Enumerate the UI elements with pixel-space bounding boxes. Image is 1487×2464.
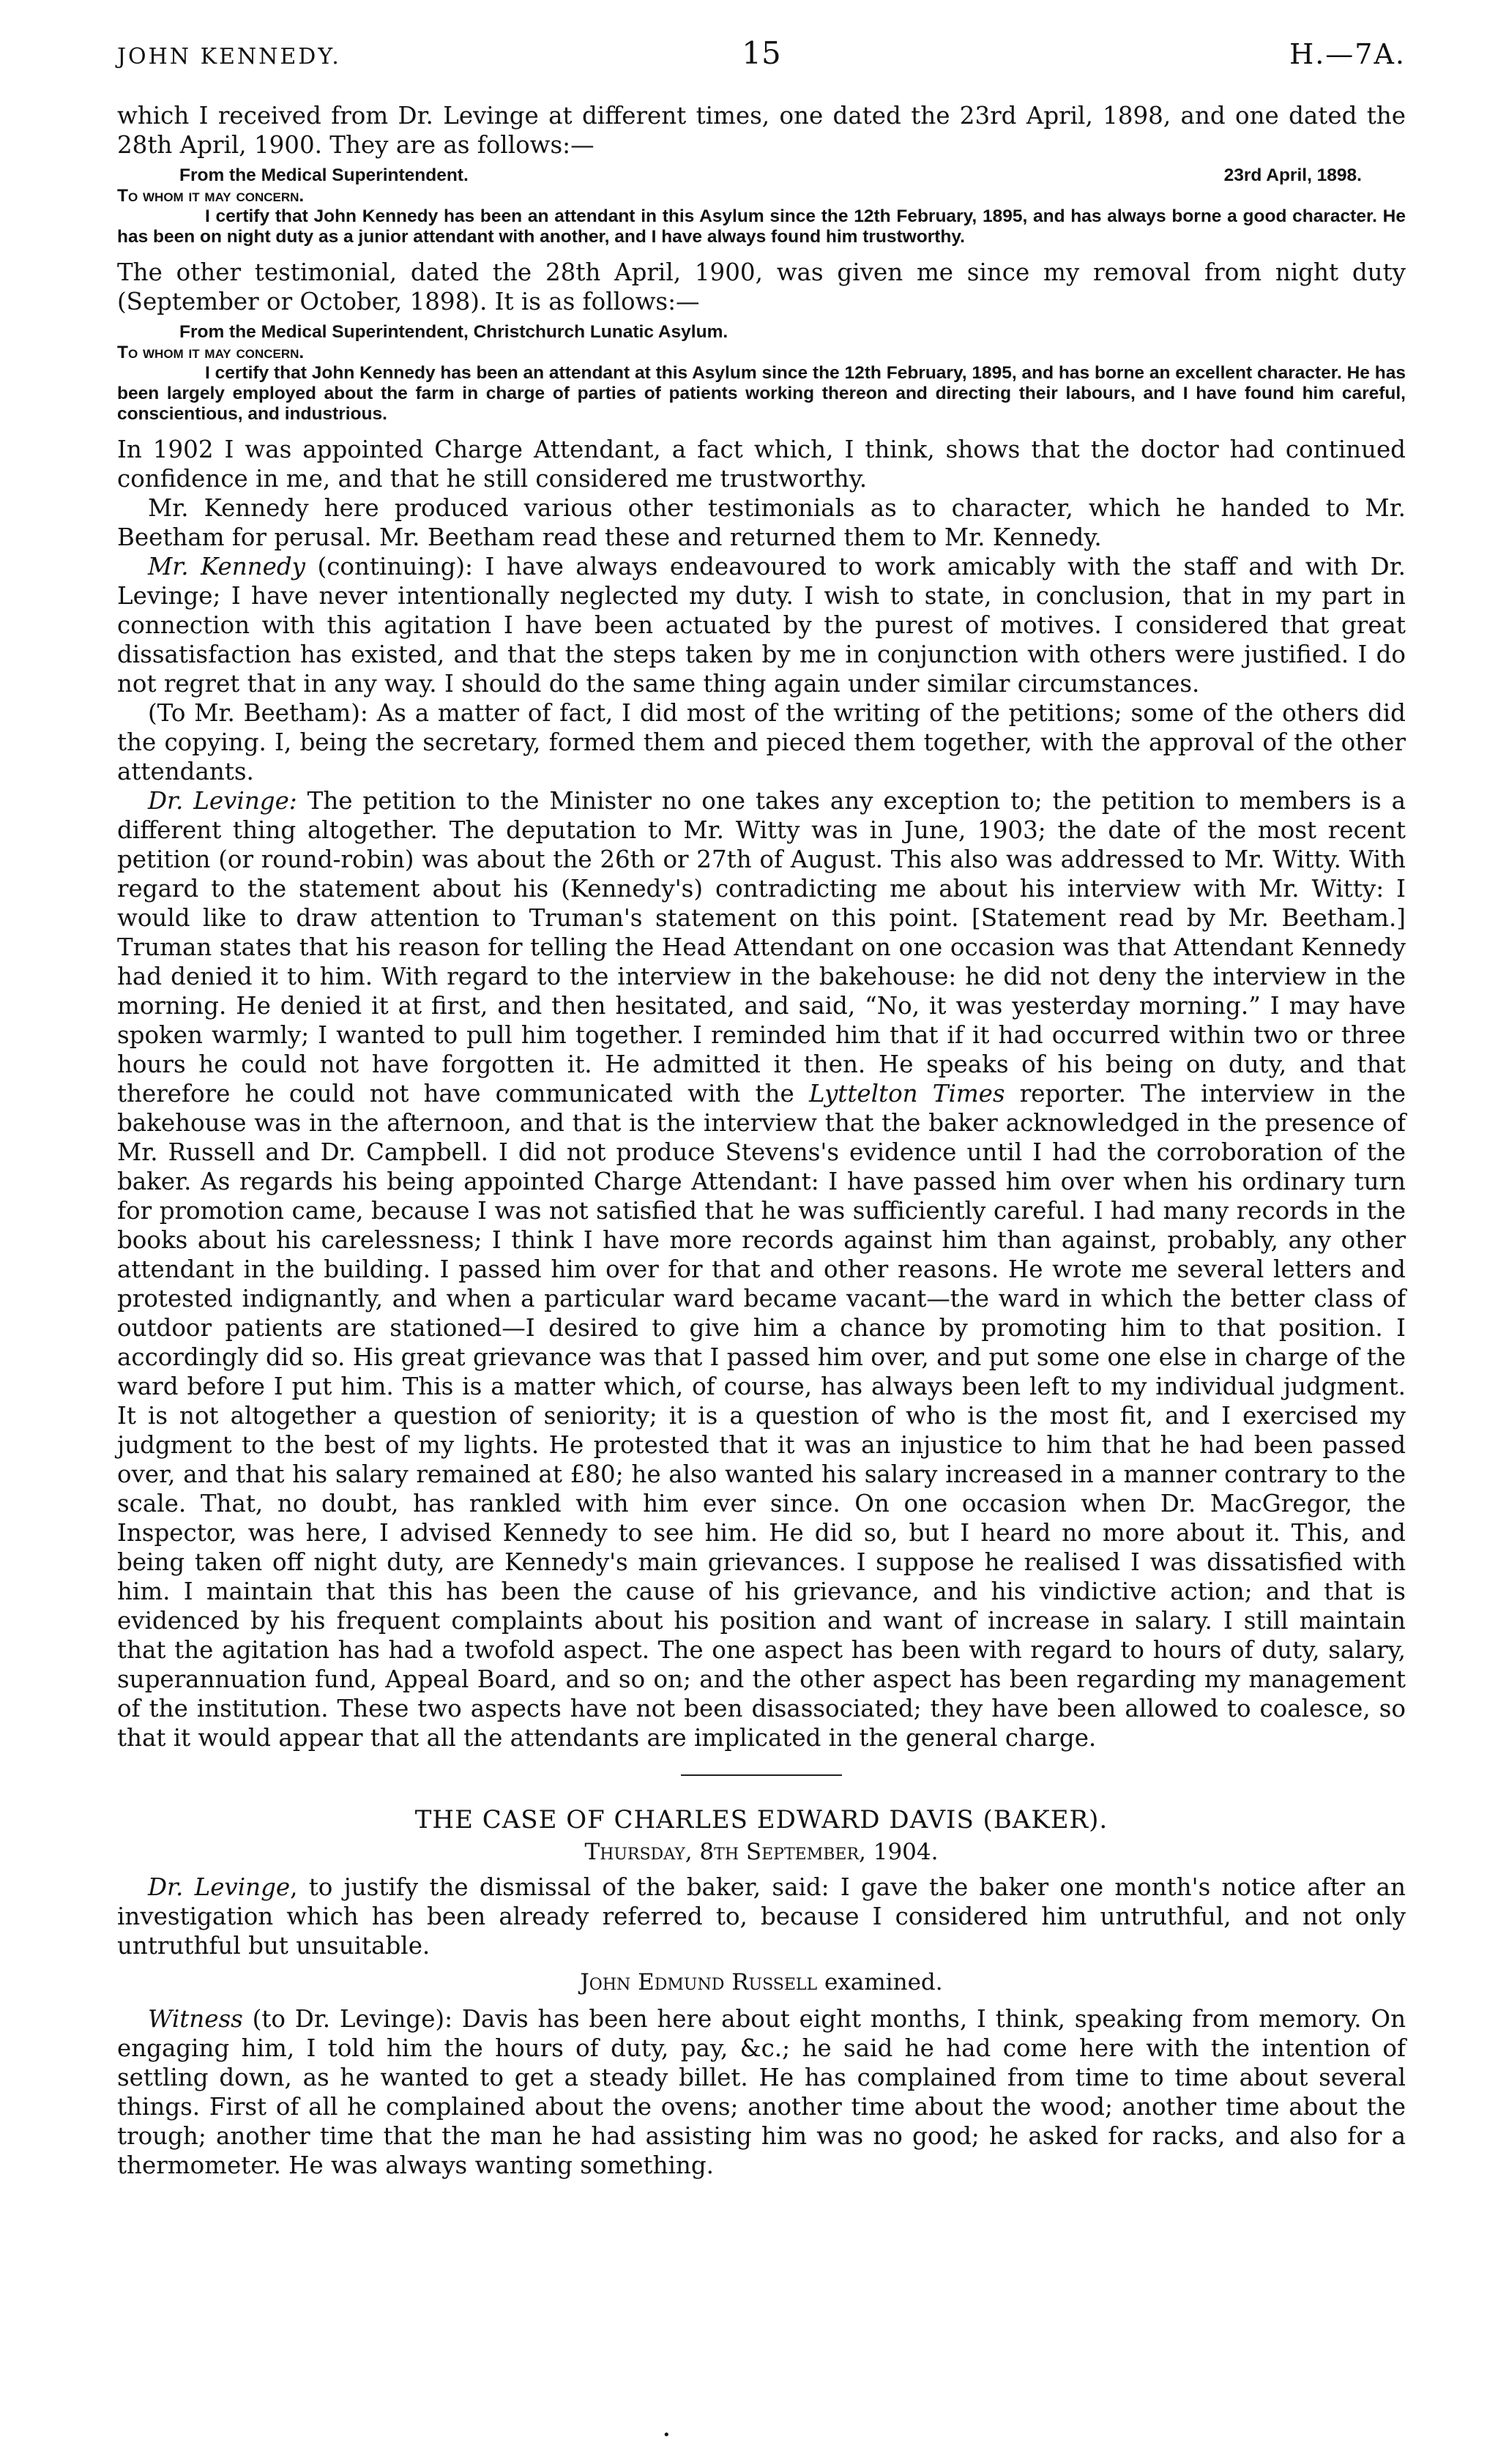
testimonial-2-from: From the Medical Superintendent, Christchurch Lunatic Asylum. xyxy=(179,322,728,342)
header-right: H.—7A. xyxy=(1289,38,1406,70)
running-header xyxy=(117,35,1406,79)
page-number: 15 xyxy=(742,35,781,71)
kennedy-testimonials-note: Mr. Kennedy here produced various other testimonials as to character, which he handed to Mr. Beetham for perusal. Mr. Beetham read these and returned them to Mr. Kennedy. xyxy=(117,494,1406,551)
testimonial-1-header xyxy=(117,165,1406,186)
kennedy-continuing-text: (continuing): I have always endeavoured to work amicably with the staff and with Dr. Levinge; I have never intentionally neglected my duty. I wish to state, in conclusion, that in my part in connection with this agitation I have been actuated by the purest of motives. I considered that great dissatisfaction has existed, and that the steps taken by me in conjunction with others were justified. I do not regret that in any way. I should do the same thing again under similar circumstances. xyxy=(117,553,1406,698)
kennedy-paragraph-1902: In 1902 I was appointed Charge Attendant, a fact which, I think, shows that the doctor had continued confidence in me, and that he still considered me trustworthy. xyxy=(117,436,1406,493)
witness-paragraph xyxy=(117,2004,1406,2180)
section-divider xyxy=(681,1774,842,1776)
levinge-paragraph xyxy=(117,786,1406,1752)
case-date: Thursday, 8th September, 1904. xyxy=(584,1839,939,1865)
footer-dot: • xyxy=(663,2427,671,2443)
header-left: JOHN KENNEDY. xyxy=(117,44,341,70)
testimonial-1-date: 23rd April, 1898. xyxy=(1223,165,1362,185)
speaker-kennedy: Mr. Kennedy xyxy=(148,553,306,580)
examination-heading xyxy=(117,1966,1406,1998)
testimonial-1-body: I certify that John Kennedy has been an attendant in this Asylum since the 12th February, 1895, and has always borne a good character. He has been on night duty as a junior attendant with another, and I have always found him trustworthy. xyxy=(117,206,1406,247)
testimonial-2-to: To whom it may concern. xyxy=(117,343,305,362)
speaker-witness: Witness xyxy=(148,2005,243,2033)
intro-paragraph: which I received from Dr. Levinge at different times, one dated the 23rd April, 1898, and one dated the 28th April, 1900. They are as follows:— xyxy=(117,102,1406,159)
body-text xyxy=(117,101,1406,2180)
examined-label: examined. xyxy=(817,1969,943,1996)
davis-dismissal-text: , to justify the dismissal of the baker, said: I gave the baker one month's notice after an investigation which has been already referred to, because I considered him untruthful, and not only untruthful but unsuitable. xyxy=(117,1873,1406,1960)
levinge-text-a: The petition to the Minister no one takes any exception to; the petition to members is a different thing altogether. The deputation to Mr. Witty was in June, 1903; the date of the most recent petition (or round-robin) was about the 26th or 27th of August. This also was addressed to Mr. Witty. With regard to the statement about his (Kennedy's) contradicting me about his interview with Mr. Witty: I would like to draw attention to Truman's statement on this point. [Statement read by Mr. Beetham.] Truman states that his reason for telling the Head Attendant on one occasion was that Attendant Kennedy had denied it to him. With regard to the interview in the bakehouse: he did not deny the interview in the morning. He denied it at first, and then hesitated, and said, “No, it was yesterday morning.” I may have spoken warmly; I wanted to pull him together. I reminded him that if it had occurred within two or three hours he could not have forgotten it. He admitted it then. He speaks of his being on duty, and that therefore he could not have communicated with the xyxy=(117,787,1406,1108)
kennedy-to-beetham-paragraph: (To Mr. Beetham): As a matter of fact, I did most of the writing of the petitions; some of the others did the copying. I, being the secretary, formed them and pieced them together, with the approval of the other attendants. xyxy=(117,699,1406,785)
witness-name: John Edmund Russell xyxy=(580,1969,818,1996)
testimonial-1-from: From the Medical Superintendent. xyxy=(179,165,469,185)
speaker-levinge-2: Dr. Levinge xyxy=(148,1873,291,1901)
testimonial-1-to: To whom it may concern. xyxy=(117,186,305,206)
case-title: THE CASE OF CHARLES EDWARD DAVIS (BAKER). xyxy=(414,1805,1108,1834)
newspaper-name: Lyttelton Times xyxy=(808,1080,1005,1108)
davis-dismissal-paragraph xyxy=(117,1873,1406,1960)
witness-text: (to Dr. Levinge): Davis has been here about eight months, I think, speaking from memory. On engaging him, I told him the hours of duty, pay, &c.; he said he had come here with the intention of settling down, as he wanted to get a steady billet. He has complained from time to time about several things. First of all he complained about the ovens; another time about the wood; another time about the trough; another time that the man he had assisting him was no good; he asked for racks, and also for a thermometer. He was always wanting something. xyxy=(117,2005,1406,2179)
kennedy-continuing-paragraph xyxy=(117,552,1406,698)
between-paragraph: The other testimonial, dated the 28th April, 1900, was given me since my removal from night duty (September or October, 1898). It is as follows:— xyxy=(117,258,1406,316)
testimonial-2-body: I certify that John Kennedy has been an attendant at this Asylum since the 12th February, 1895, and has borne an excellent character. He has been largely employed about the farm in charge of parties of patients working thereon and directing their labours, and I have found him careful, conscientious, and industrious. xyxy=(117,363,1406,424)
speaker-levinge: Dr. Levinge: xyxy=(148,787,297,815)
levinge-text-b: reporter. The interview in the bakehouse was in the afternoon, and that is the interview that the baker acknowledged in the presence of Mr. Russell and Dr. Campbell. I did not produce Stevens's evidence until I had the corroboration of the baker. As regards his being appointed Charge Attendant: I have passed him over when his ordinary turn for promotion came, because I was not satisfied that he was sufficiently careful. I had many records in the books about his carelessness; I think I have more records against him than against, probably, any other attendant in the building. I passed him over for that and other reasons. He wrote me several letters and protested indignantly, and when a particular ward became vacant—the ward in which the better class of outdoor patients are stationed—I desired to give him a chance by promoting him to that position. I accordingly did so. His great grievance was that I passed him over, and put some one else in charge of the ward before I put him. This is a matter which, of course, has always been left to my individual judgment. It is not altogether a question of seniority; it is a question of who is the most fit, and I exercised my judgment to the best of my lights. He protested that it was an injustice to him that he had been passed over, and that his salary remained at £80; he also wanted his salary increased in a manner contrary to the scale. That, no doubt, has rankled with him ever since. On one occasion when Dr. MacGregor, the Inspector, was here, I advised Kennedy to see him. He did so, but I heard no more about it. This, and being taken off night duty, are Kennedy's main grievances. I suppose he realised I was dissatisfied with him. I maintain that this has been the cause of his grievance, and his vindictive action; and that is evidenced by his frequent complaints about his position and want of increase in salary. I still maintain that the agitation has had a twofold aspect. The one aspect has been with regard to hours of duty, salary, superannuation fund, Appeal Board, and so on; and the other aspect has been regarding my management of the institution. These two aspects have not been disassociated; they have been allowed to coalesce, so that it would appear that all the attendants are implicated in the general charge. xyxy=(117,1080,1406,1752)
